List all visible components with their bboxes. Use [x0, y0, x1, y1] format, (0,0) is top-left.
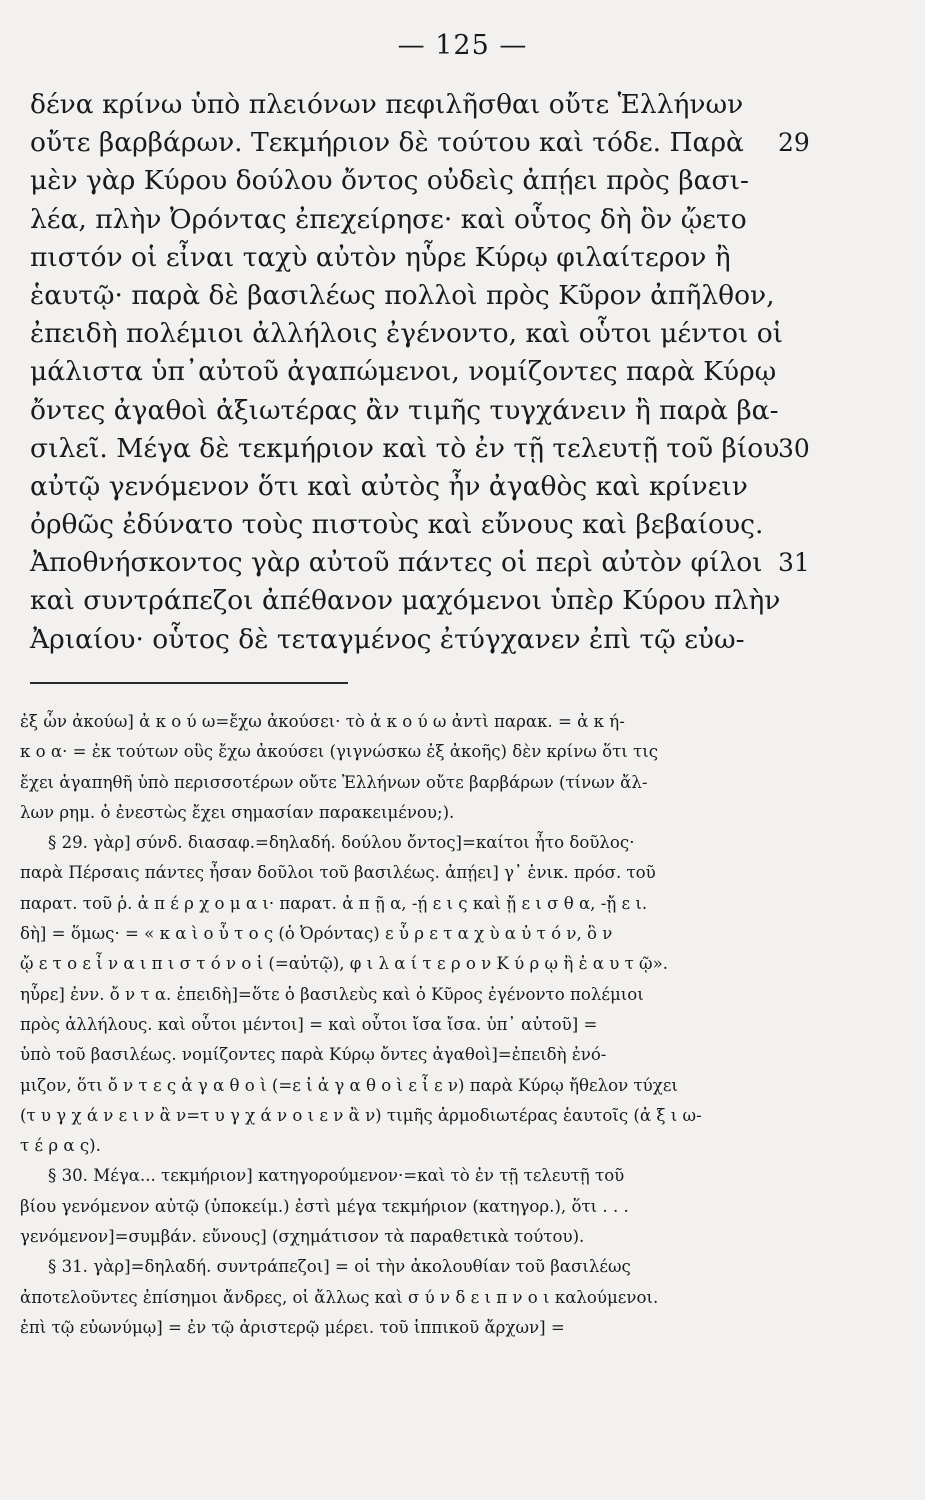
page-number: — 125 — — [397, 30, 528, 61]
text-line-content: ὀρθῶς ἐδύνατο τοὺς πιστοὺς καὶ εὔνους καὶ βεβαίους. — [30, 509, 764, 541]
text-line-content: λέα, πλὴν Ὀρόντας ἐπεχείρησε· καὶ οὗτος δὴ ὃν ᾤετο — [30, 203, 747, 235]
text-line-content: δένα κρίνω ὑπὸ πλειόνων πεφιλῆσθαι οὔτε Ἑλλήνων — [30, 89, 744, 120]
text-line — [30, 621, 860, 659]
text-line-content: οὔτε βαρβάρων. Τεκμήριον δὲ τούτου καὶ τόδε. Παρὰ — [30, 127, 744, 159]
footnote-line: § 31. γὰρ]=δηλαδή. συντράπεζοι] = οἱ τὴν ἀκολουθίαν τοῦ βασιλέως — [48, 1257, 631, 1277]
footnote-line: ἐξ ὧν ἀκούω] ἀ κ ο ύ ω=ἔχω ἀκούσει· τὸ ἀ κ ο ύ ω ἀντὶ παρακ. = ἀ κ ή- — [20, 712, 625, 731]
footnote-line: παρὰ Πέρσαις πάντες ἦσαν δοῦλοι τοῦ βασιλέως. ἀπῄει] γ᾽ ἑνικ. πρόσ. τοῦ — [20, 863, 656, 883]
text-line — [30, 353, 860, 391]
section-number: 31 — [778, 548, 810, 578]
text-line-content: Ἀριαίου· οὗτος δὲ τεταγμένος ἐτύγχανεν ἐπὶ τῷ εὐω- — [30, 623, 745, 655]
text-line — [30, 315, 860, 353]
text-line-content: ἐπειδὴ πολέμιοι ἀλλήλοις ἐγένοντο, καὶ οὗτοι μέντοι οἱ — [30, 318, 784, 350]
text-line — [30, 86, 860, 124]
text-line-content: καὶ συντράπεζοι ἀπέθανον μαχόμενοι ὑπὲρ Κύρου πλὴν — [30, 585, 781, 617]
text-line — [30, 468, 860, 506]
footnote-line: ὑπὸ τοῦ βασιλέως. νομίζοντες παρὰ Κύρῳ ὄντες ἀγαθοὶ]=ἐπειδὴ ἐνό- — [20, 1045, 607, 1065]
text-line-content: πιστόν οἱ εἶναι ταχὺ αὐτὸν ηὗρε Κύρῳ φιλαίτερον ἢ — [30, 241, 731, 273]
text-line-content: αὐτῷ γενόμενον ὅτι καὶ αὐτὸς ἦν ἀγαθὸς καὶ κρίνειν — [30, 470, 748, 502]
main-text — [30, 86, 860, 659]
footnote-line: βίου γενόμενον αὐτῷ (ὑποκείμ.) ἐστὶ μέγα τεκμήριον (κατηγορ.), ὅτι . . . — [20, 1196, 629, 1216]
footnote-line: γενόμενον]=συμβάν. εὔνους] (σχημάτισον τὰ παραθετικὰ τούτου). — [20, 1227, 585, 1247]
footnote-line: (τ υ γ χ ά ν ε ι ν ἂ ν=τ υ γ χ ά ν ο ι ε ν ἂ ν) τιμῆς ἁρμοδιωτέρας ἑαυτοῖς (ἀ ξ ι ω- — [20, 1105, 702, 1125]
footnote-line: ἐπὶ τῷ εὐωνύμῳ] = ἐν τῷ ἀριστερῷ μέρει. τοῦ ἱππικοῦ ἄρχων] = — [20, 1317, 565, 1337]
footnote-line: λων ρημ. ὁ ἐνεστὼς ἔχει σημασίαν παρακειμένου;). — [20, 802, 455, 822]
footnote-line: μιζον, ὅτι ὄ ν τ ε ς ἀ γ α θ ο ὶ (=ε ἰ ἀ γ α θ ο ὶ ε ἶ ε ν) παρὰ Κύρῳ ἤθελον τύχει — [20, 1075, 678, 1095]
text-line-content: ἑαυτῷ· παρὰ δὲ βασιλέως πολλοὶ πρὸς Κῦρον ἀπῆλθον, — [30, 279, 775, 311]
footnote-separator — [30, 682, 348, 684]
text-line-content: μάλιστα ὑπ᾽αὐτοῦ ἀγαπώμενοι, νομίζοντες παρὰ Κύρῳ — [30, 356, 777, 388]
text-line — [30, 124, 860, 162]
footnote-line: κ ο α· = ἐκ τούτων οὓς ἔχω ἀκούσει (γιγνώσκω ἐξ ἀκοῆς) δὲν κρίνω ὅτι τις — [20, 742, 659, 762]
text-line — [30, 201, 860, 239]
text-line-content: ὄντες ἀγαθοὶ ἀξιωτέρας ἂν τιμῆς τυγχάνειν ἢ παρὰ βα- — [30, 394, 779, 426]
footnote-line: § 30. Μέγα... τεκμήριον] κατηγορούμενον·=καὶ τὸ ἐν τῇ τελευτῇ τοῦ — [48, 1166, 625, 1186]
text-line — [30, 239, 860, 277]
text-line — [30, 544, 860, 582]
footnote-line: δὴ] = ὅμως· = « κ α ὶ ο ὗ τ ο ς (ὁ Ὀρόντας) ε ὗ ρ ε τ α χ ὺ α ὐ τ ό ν, ὃ ν — [20, 924, 613, 944]
text-line — [30, 506, 860, 544]
footnotes — [20, 707, 890, 1343]
section-number: 29 — [778, 128, 810, 158]
text-line-content: μὲν γὰρ Κύρου δούλου ὄντος οὐδεὶς ἀπῄει πρὸς βασι- — [30, 165, 749, 197]
footnote-line: ἔχει ἀγαπηθῆ ὑπὸ περισσοτέρων οὔτε Ἑλλήνων οὔτε βαρβάρων (τίνων ἄλ- — [20, 772, 648, 792]
section-number: 30 — [778, 433, 810, 463]
footnote-line: παρατ. τοῦ ῥ. ἀ π έ ρ χ ο μ α ι· παρατ. ἀ π ῇ α, -ῄ ε ι ς καὶ ᾔ ε ι σ θ α, -ᾔ ε ι. — [20, 893, 648, 913]
text-line-content: σιλεῖ. Μέγα δὲ τεκμήριον καὶ τὸ ἐν τῇ τελευτῇ τοῦ βίου — [30, 432, 780, 464]
footnote-line: πρὸς ἀλλήλους. καὶ οὗτοι μέντοι] = καὶ οὗτοι ἴσα ἴσα. ὑπ᾽ αὐτοῦ] = — [20, 1014, 598, 1034]
footnote-line: § 29. γὰρ] σύνδ. διασαφ.=δηλαδή. δούλου ὄντος]=καίτοι ἦτο δοῦλος· — [48, 833, 635, 853]
footnote-line: ηὗρε] ἐνν. ὄ ν τ α. ἐπειδὴ]=ὅτε ὁ βασιλεὺς καὶ ὁ Κῦρος ἐγένοντο πολέμιοι — [20, 984, 644, 1004]
text-line-content: Ἀποθνήσκοντος γὰρ αὐτοῦ πάντες οἱ περὶ αὐτὸν φίλοι — [30, 547, 763, 579]
footnote-line: ἀποτελοῦντες ἐπίσημοι ἄνδρες, οἱ ἄλλως καὶ σ ύ ν δ ε ι π ν ο ι καλούμενοι. — [20, 1287, 659, 1307]
footnote-line: τ έ ρ α ς). — [20, 1136, 101, 1156]
text-line — [30, 430, 860, 468]
text-line — [30, 162, 860, 200]
text-line — [30, 277, 860, 315]
text-line — [30, 392, 860, 430]
text-line — [30, 582, 860, 620]
footnote-line: ᾤ ε τ ο ε ἶ ν α ι π ι σ τ ό ν ο ἱ (=αὐτῷ), φ ι λ α ί τ ε ρ ο ν Κ ύ ρ ῳ ἢ ἑ α υ τ ῷ». — [20, 954, 668, 974]
